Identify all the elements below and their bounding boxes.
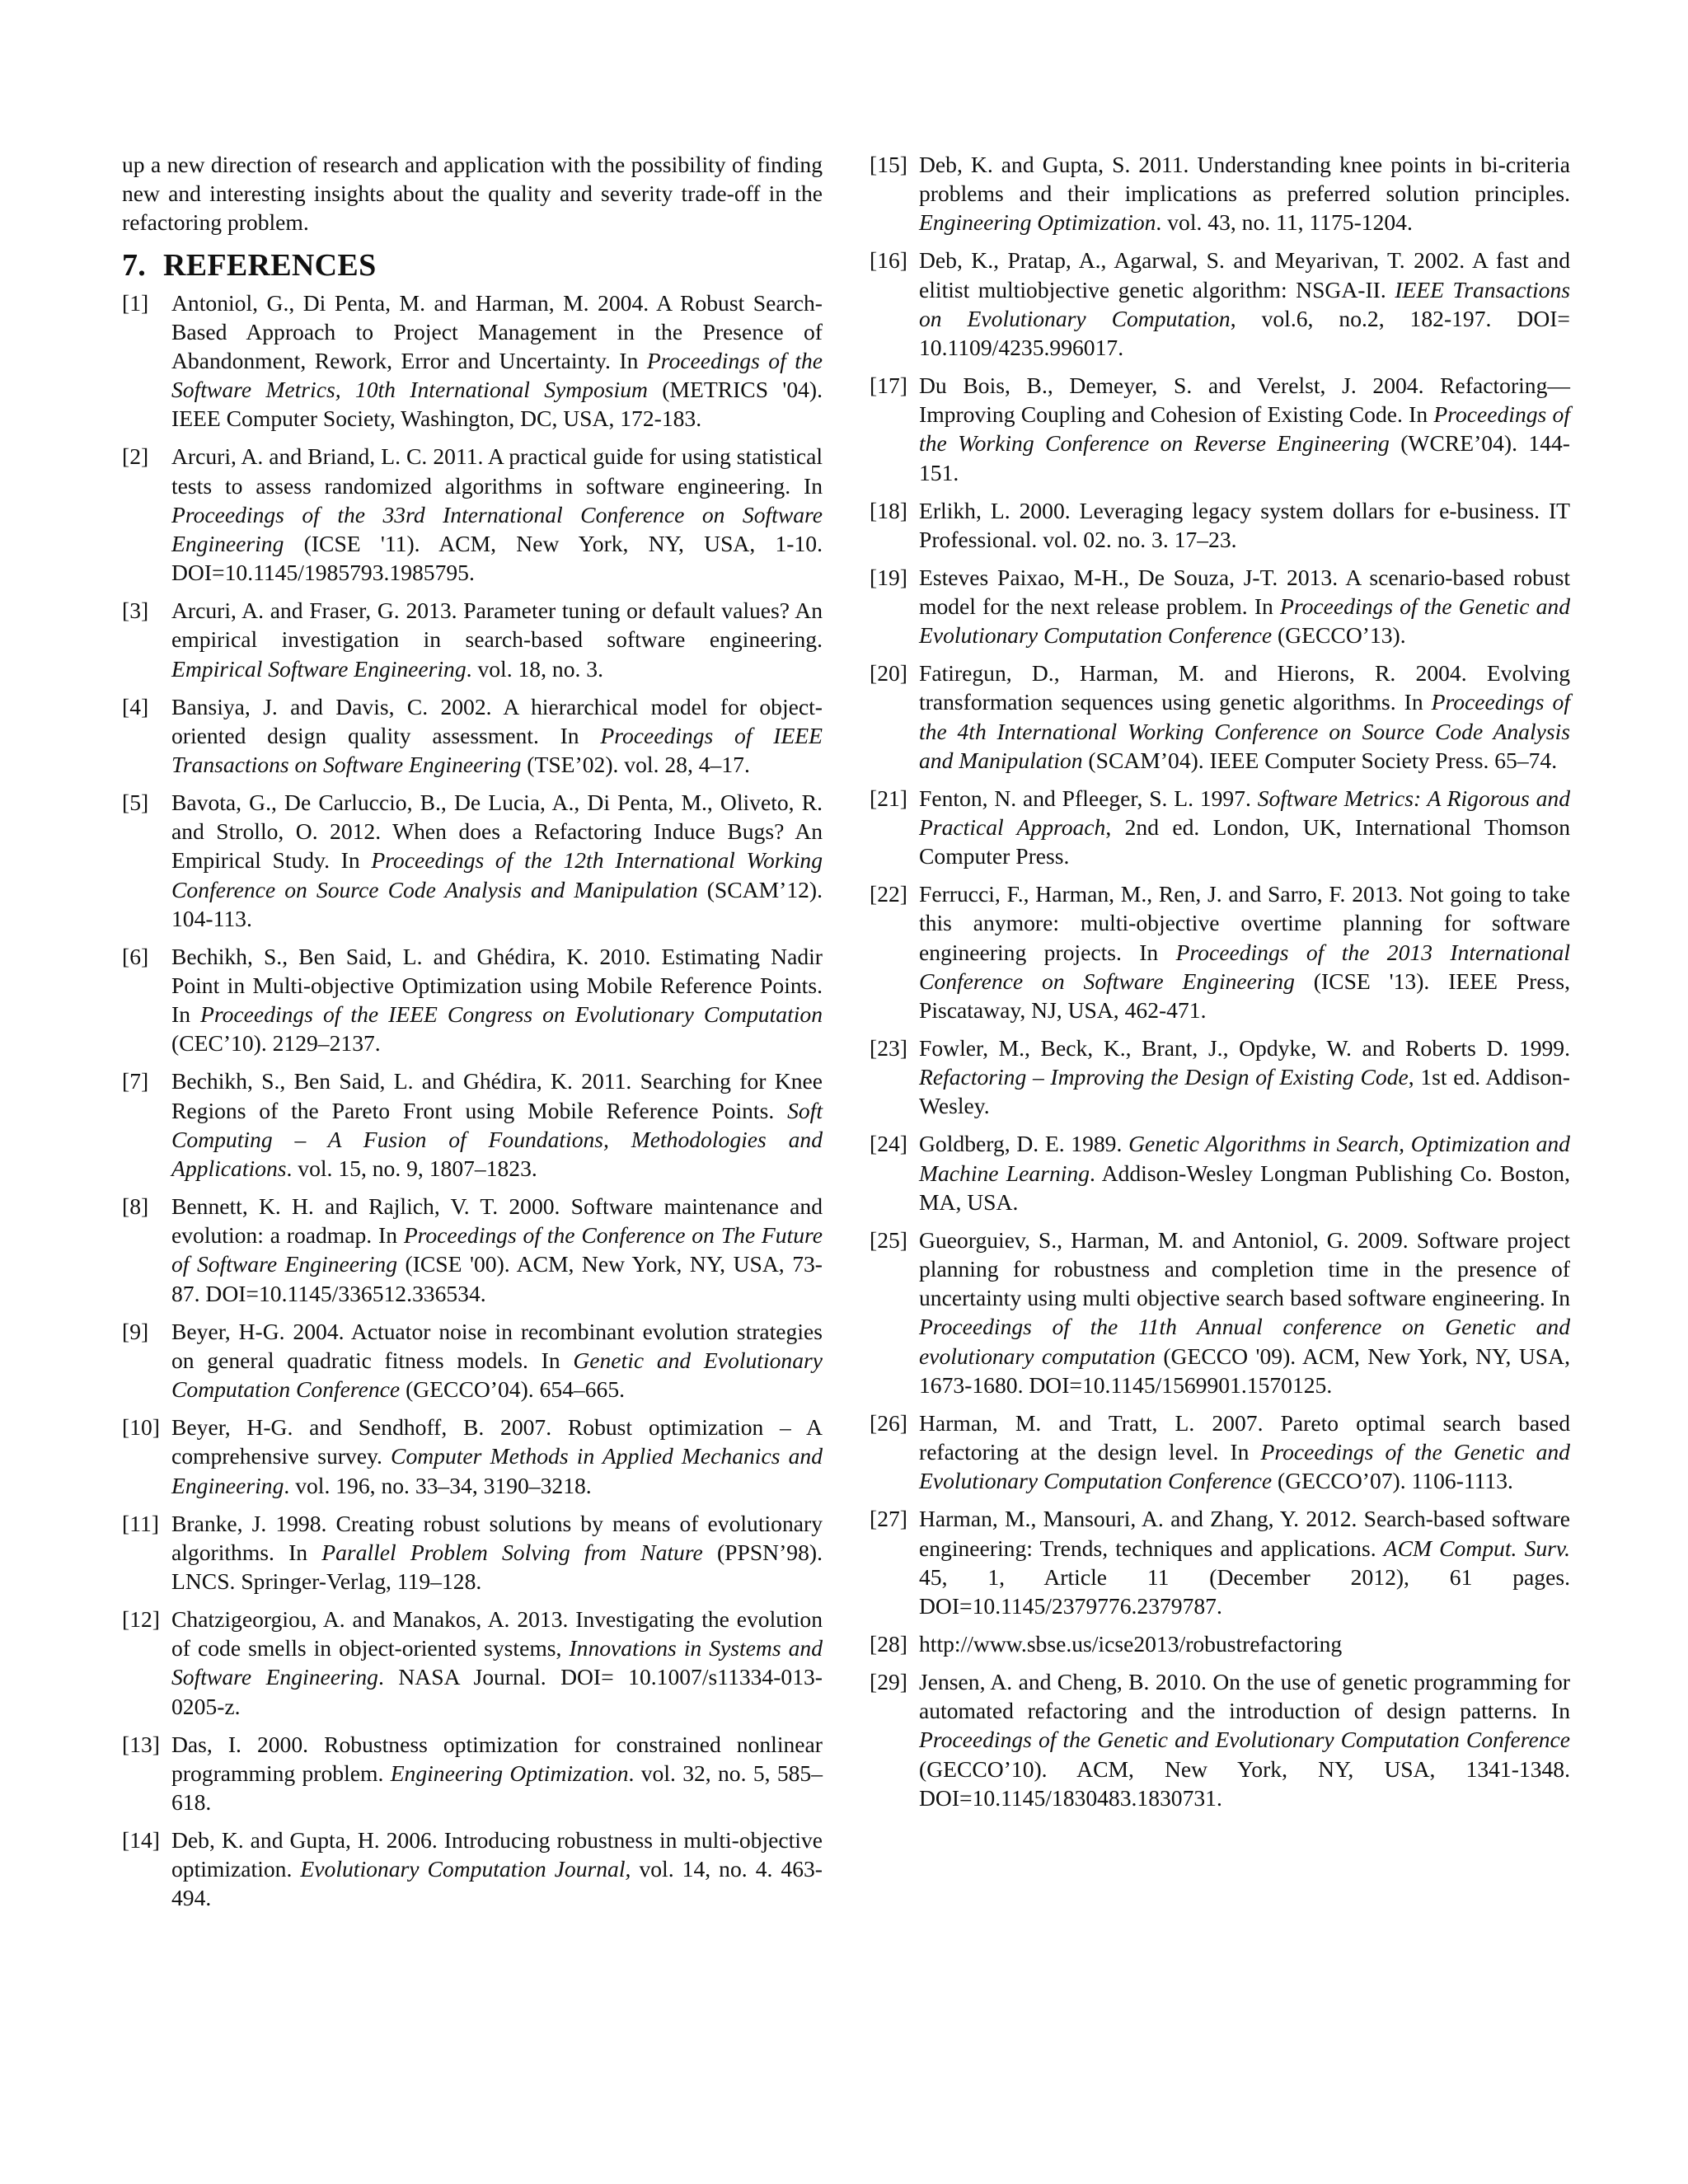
reference-text <box>919 879 1570 1024</box>
reference-number: [23] <box>870 1035 907 1062</box>
reference-number: [12] <box>122 1605 160 1632</box>
reference-entry <box>122 692 823 780</box>
reference-number: [3] <box>122 598 149 624</box>
reference-segment: (GECCO '09). ACM, New York, NY, USA, 1673-1680. DOI=10.1145/1569901.1570125. <box>919 1343 1570 1398</box>
reference-venue: Proceedings of the 11th Annual conference on Genetic and evolutionary computation <box>919 1314 1570 1369</box>
reference-entry <box>870 371 1570 487</box>
reference-segment: (ICSE '11). ACM, New York, NY, USA, 1-10. DOI=10.1145/1985793.1985795. <box>171 531 823 586</box>
reference-text <box>171 1317 823 1404</box>
reference-venue: Proceedings of the 2013 International Conference on Software Engineering <box>919 939 1570 994</box>
reference-number: [20] <box>870 660 907 687</box>
reference-entry <box>122 1605 823 1721</box>
reference-segment: . vol. 196, no. 33–34, 3190–3218. <box>284 1472 592 1498</box>
reference-number: [8] <box>122 1193 149 1220</box>
reference-text <box>171 942 823 1058</box>
reference-segment: Antoniol, G., Di Penta, M. and Harman, M. 2004. A Robust Search-Based Approach to Project Management in the Presence of Abandonment, Rework, Error and Uncertainty. In <box>171 289 823 374</box>
section-heading <box>122 247 823 284</box>
reference-number: [1] <box>122 289 149 316</box>
reference-entry <box>122 1825 823 1913</box>
reference-entry <box>870 1226 1570 1399</box>
reference-text <box>919 563 1570 650</box>
reference-venue: Proceedings of the Software Metrics, 10th International Symposium <box>171 348 823 403</box>
reference-venue: Proceedings of the IEEE Congress on Evolutionary Computation <box>200 1001 823 1028</box>
reference-venue: Proceedings of the 12th International Working Conference on Source Code Analysis and Manipulation <box>171 847 823 902</box>
reference-segment: Beyer, H-G. 2004. Actuator noise in recombinant evolution strategies on general quadratic fitness models. In <box>171 1318 823 1373</box>
intro-paragraph: up a new direction of research and application with the possibility of finding new and interesting insights about the quality and severity trade-off in the refactoring problem. <box>122 152 823 236</box>
reference-segment: . vol. 43, no. 11, 1175-1204. <box>1156 209 1413 236</box>
section-number: 7. <box>122 247 147 283</box>
reference-segment: Arcuri, A. and Briand, L. C. 2011. A practical guide for using statistical tests to assess randomized algorithms in software engineering. In <box>171 443 823 499</box>
reference-entry <box>122 596 823 683</box>
reference-segment: (ICSE '00). ACM, New York, NY, USA, 73-87. DOI=10.1145/336512.336534. <box>171 1251 823 1306</box>
reference-entry <box>122 1730 823 1817</box>
reference-segment: (ICSE '13). IEEE Press, Piscataway, NJ, USA, 462-471. <box>919 968 1570 1024</box>
reference-segment: , 2nd ed. London, UK, International Thomson Computer Press. <box>919 814 1570 869</box>
reference-number: [22] <box>870 881 907 907</box>
reference-text <box>171 596 823 683</box>
reference-venue: Parallel Problem Solving from Nature <box>321 1539 703 1565</box>
reference-venue: Engineering Optimization <box>390 1760 629 1786</box>
reference-segment: Fenton, N. and Pfleeger, S. L. 1997. <box>919 785 1258 811</box>
reference-segment: Harman, M. and Tratt, L. 2007. Pareto optimal search based refactoring at the design level. In <box>919 1409 1570 1465</box>
reference-entry <box>122 1317 823 1404</box>
reference-segment: (METRICS '04). IEEE Computer Society, Washington, DC, USA, 172-183. <box>171 377 823 432</box>
reference-segment: Branke, J. 1998. Creating robust solutions by means of evolutionary algorithms. In <box>171 1510 823 1565</box>
reference-text <box>919 496 1570 554</box>
reference-text <box>171 442 823 587</box>
left-column <box>122 150 823 1921</box>
reference-venue: Refactoring – Improving the Design of Existing Code <box>919 1064 1409 1090</box>
reference-entry <box>122 788 823 933</box>
reference-venue: Soft Computing – A Fusion of Foundations, Methodologies and Applications <box>171 1097 823 1182</box>
reference-text <box>919 784 1570 871</box>
reference-segment: (GECCO’10). ACM, New York, NY, USA, 1341-1348. DOI=10.1145/1830483.1830731. <box>919 1755 1570 1811</box>
reference-entry <box>870 150 1570 237</box>
reference-entry <box>870 563 1570 650</box>
reference-segment: , vol.6, no.2, 182-197. DOI= 10.1109/4235.996017. <box>919 305 1570 361</box>
reference-segment: Arcuri, A. and Fraser, G. 2013. Parameter tuning or default values? An empirical investigation in search-based software engineering. <box>171 598 823 653</box>
reference-text <box>919 246 1570 362</box>
right-column <box>870 150 1570 1821</box>
reference-entry <box>122 942 823 1058</box>
section-title: REFERENCES <box>163 247 377 283</box>
reference-segment: (PPSN’98). LNCS. Springer-Verlag, 119–128. <box>171 1539 823 1594</box>
reference-entry <box>870 1629 1570 1658</box>
reference-number: [5] <box>122 790 149 816</box>
reference-number: [27] <box>870 1506 907 1532</box>
reference-entry <box>122 1413 823 1500</box>
reference-venue: Genetic Algorithms in Search, Optimization and Machine Learning <box>919 1131 1570 1186</box>
reference-number: [17] <box>870 373 907 399</box>
reference-segment: (GECCO’07). 1106-1113. <box>1272 1468 1513 1494</box>
reference-venue: Proceedings of the Working Conference on Reverse Engineering <box>919 401 1570 457</box>
reference-venue: Proceedings of the Conference on The Future of Software Engineering <box>171 1222 823 1277</box>
reference-venue: Proceedings of the Genetic and Evolutionary Computation Conference <box>919 593 1571 649</box>
reference-text <box>171 1066 823 1183</box>
reference-venue: Evolutionary Computation Journal, <box>300 1856 631 1882</box>
reference-number: [14] <box>122 1826 160 1853</box>
reference-segment: Chatzigeorgiou, A. and Manakos, A. 2013. Investigating the evolution of code smells in object-oriented systems, <box>171 1605 823 1661</box>
reference-number: [28] <box>870 1630 907 1657</box>
reference-text <box>171 788 823 933</box>
reference-venue: ACM Comput. Surv. <box>1383 1535 1570 1561</box>
reference-entry <box>870 1033 1570 1121</box>
reference-text <box>919 1629 1570 1658</box>
reference-number: [25] <box>870 1226 907 1253</box>
reference-venue: Proceedings of the 33rd International Conference on Software Engineering <box>171 501 823 557</box>
reference-segment: (WCRE’04). 144-151. <box>919 430 1570 485</box>
reference-venue: Proceedings of the 4th International Working Conference on Source Code Analysis and Manipulation <box>919 689 1570 773</box>
reference-segment: Jensen, A. and Cheng, B. 2010. On the use of genetic programming for automated refactoring and the introduction of design patterns. In <box>919 1668 1570 1724</box>
reference-text <box>919 150 1570 237</box>
reference-segment: Das, I. 2000. Robustness optimization for constrained nonlinear programming problem. <box>171 1731 823 1786</box>
reference-text <box>171 1509 823 1596</box>
reference-segment: Erlikh, L. 2000. Leveraging legacy system dollars for e-business. IT Professional. vol. 02. no. 3. 17–23. <box>919 497 1570 552</box>
reference-segment: Deb, K. and Gupta, H. 2006. Introducing robustness in multi-objective optimization. <box>171 1826 823 1882</box>
reference-segment: vol. 14, no. 4. 463-494. <box>171 1856 823 1911</box>
reference-entry <box>870 784 1570 871</box>
reference-entry <box>122 1509 823 1596</box>
reference-text <box>171 288 823 434</box>
reference-segment: Bavota, G., De Carluccio, B., De Lucia, A., Di Penta, M., Oliveto, R. and Strollo, O. 2012. When does a Refactoring Induce Bugs? An Empirical Study. In <box>171 790 823 874</box>
reference-segment: Ferrucci, F., Harman, M., Ren, J. and Sarro, F. 2013. Not going to take this anymore: multi-objective overtime planning for software engineering projects. In <box>919 881 1570 965</box>
reference-number: [24] <box>870 1131 907 1157</box>
reference-text <box>171 692 823 780</box>
reference-segment: Du Bois, B., Demeyer, S. and Verelst, J. 2004. Refactoring—Improving Coupling and Cohesion of Existing Code. In <box>919 373 1570 428</box>
reference-segment: Beyer, H-G. and Sendhoff, B. 2007. Robust optimization – A comprehensive survey. <box>171 1414 823 1469</box>
reference-segment: , 1st ed. Addison-Wesley. <box>919 1064 1570 1119</box>
reference-segment: (SCAM’04). IEEE Computer Society Press. 65–74. <box>1082 747 1558 773</box>
reference-text <box>919 1033 1570 1121</box>
reference-entry <box>870 1129 1570 1216</box>
reference-entry <box>870 1408 1570 1496</box>
reference-segment: Harman, M., Mansouri, A. and Zhang, Y. 2012. Search-based software engineering: Trends, techniques and applications. <box>919 1506 1570 1561</box>
reference-number: [13] <box>122 1731 160 1757</box>
reference-entry <box>870 1667 1570 1812</box>
reference-venue: IEEE Transactions on Evolutionary Computation <box>919 276 1570 331</box>
reference-number: [19] <box>870 564 907 590</box>
reference-number: [15] <box>870 152 907 177</box>
reference-segment: Fatiregun, D., Harman, M. and Hierons, R. 2004. Evolving transformation sequences using genetic algorithms. In <box>919 660 1570 715</box>
reference-entry <box>870 496 1570 554</box>
reference-venue: Empirical Software Engineering <box>171 655 467 682</box>
reference-venue: Genetic and Evolutionary Computation Conference <box>171 1347 823 1403</box>
reference-number: [21] <box>870 785 907 811</box>
reference-segment: Bechikh, S., Ben Said, L. and Ghédira, K. 2010. Estimating Nadir Point in Multi-objective Optimization using Mobile Reference Points. In <box>171 943 823 1028</box>
reference-list-left <box>122 288 823 1913</box>
reference-venue: Proceedings of the Genetic and Evolutionary Computation Conference <box>919 1727 1570 1753</box>
reference-segment: . Addison-Wesley Longman Publishing Co. Boston, MA, USA. <box>919 1160 1570 1215</box>
reference-number: [26] <box>870 1409 907 1436</box>
reference-segment: Gueorguiev, S., Harman, M. and Antoniol, G. 2009. Software project planning for robustness and completion time in the presence of uncertainty using multi objective search based software engineering. In <box>919 1226 1570 1311</box>
reference-segment: 45, 1, Article 11 (December 2012), 61 pages. DOI=10.1145/2379776.2379787. <box>919 1563 1570 1619</box>
reference-text <box>171 1605 823 1721</box>
reference-number: [11] <box>122 1510 159 1536</box>
reference-segment: (SCAM’12). 104-113. <box>171 876 823 931</box>
reference-segment: Goldberg, D. E. 1989. <box>919 1131 1129 1157</box>
reference-number: [16] <box>870 247 907 274</box>
reference-entry <box>870 246 1570 362</box>
reference-text <box>919 371 1570 487</box>
reference-number: [4] <box>122 693 149 719</box>
reference-text <box>171 1825 823 1913</box>
reference-venue: Proceedings of IEEE Transactions on Software Engineering <box>171 722 823 778</box>
reference-number: [2] <box>122 443 149 470</box>
reference-number: [9] <box>122 1318 149 1344</box>
reference-entry <box>122 1192 823 1308</box>
reference-segment: Esteves Paixao, M-H., De Souza, J-T. 2013. A scenario-based robust model for the next release problem. In <box>919 564 1570 620</box>
reference-segment: Fowler, M., Beck, K., Brant, J., Opdyke, W. and Roberts D. 1999. <box>919 1035 1570 1062</box>
reference-segment: (CEC’10). 2129–2137. <box>171 1030 381 1057</box>
reference-segment: http://www.sbse.us/icse2013/robustrefactoring <box>919 1630 1343 1657</box>
reference-venue: Computer Methods in Applied Mechanics and Engineering <box>171 1443 823 1498</box>
reference-venue: Proceedings of the Genetic and Evolutionary Computation Conference <box>919 1439 1570 1494</box>
reference-segment: (GECCO’13). <box>1272 622 1406 649</box>
reference-segment: . vol. 15, no. 9, 1807–1823. <box>286 1155 537 1182</box>
reference-entry <box>870 1504 1570 1620</box>
reference-venue: Engineering Optimization <box>919 209 1156 236</box>
reference-segment: Deb, K., Pratap, A., Agarwal, S. and Meyarivan, T. 2002. A fast and elitist multiobjective genetic algorithm: NSGA-II. <box>919 247 1570 302</box>
reference-venue: Innovations in Systems and Software Engineering <box>171 1635 823 1690</box>
reference-number: [7] <box>122 1068 149 1094</box>
reference-entry <box>122 1066 823 1183</box>
reference-entry <box>870 879 1570 1024</box>
reference-number: [10] <box>122 1414 160 1441</box>
reference-segment: . NASA Journal. DOI= 10.1007/s11334-013-0205-z. <box>171 1664 823 1719</box>
reference-text <box>171 1413 823 1500</box>
reference-entry <box>122 442 823 587</box>
reference-number: [29] <box>870 1668 907 1694</box>
reference-segment: (TSE’02). vol. 28, 4–17. <box>521 752 750 778</box>
reference-segment: . vol. 18, no. 3. <box>466 655 603 682</box>
reference-text <box>919 1667 1570 1812</box>
reference-text <box>919 1226 1570 1399</box>
reference-segment: Bennett, K. H. and Rajlich, V. T. 2000. Software maintenance and evolution: a roadmap. In <box>171 1193 823 1249</box>
reference-text <box>171 1192 823 1308</box>
reference-segment: Bechikh, S., Ben Said, L. and Ghédira, K. 2011. Searching for Knee Regions of the Pareto Front using Mobile Reference Points. <box>171 1068 823 1123</box>
reference-entry <box>870 658 1570 775</box>
reference-text <box>919 1129 1570 1216</box>
reference-segment: Deb, K. and Gupta, S. 2011. Understanding knee points in bi-criteria problems and their implications as preferred solution principles. <box>919 152 1570 207</box>
reference-number: [18] <box>870 497 907 523</box>
reference-number: [6] <box>122 943 149 969</box>
reference-entry <box>122 288 823 434</box>
reference-segment: (GECCO’04). 654–665. <box>400 1376 626 1403</box>
reference-segment: Bansiya, J. and Davis, C. 2002. A hierarchical model for object-oriented design quality assessment. In <box>171 693 823 748</box>
reference-text <box>919 1408 1570 1496</box>
reference-list-right <box>870 150 1570 1812</box>
reference-text <box>919 658 1570 775</box>
reference-text <box>171 1730 823 1817</box>
reference-text <box>919 1504 1570 1620</box>
reference-venue: Software Metrics: A Rigorous and Practical Approach <box>919 785 1570 841</box>
reference-segment: . vol. 32, no. 5, 585–618. <box>171 1760 823 1815</box>
